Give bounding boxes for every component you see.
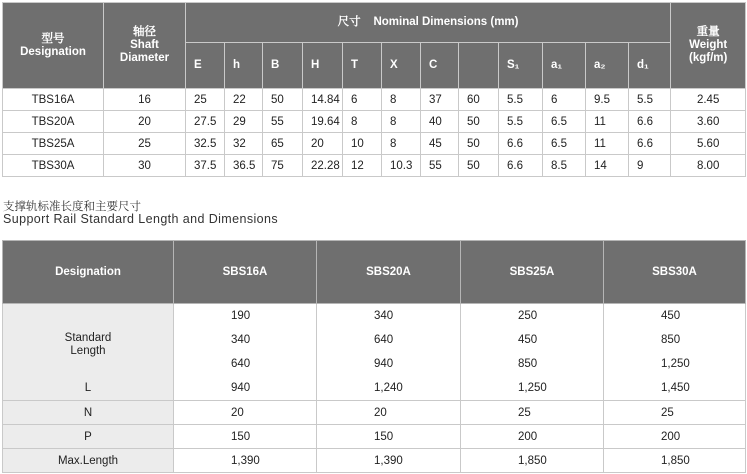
dim-column-header: a₁: [543, 43, 586, 89]
dim-column-header: a₂: [586, 43, 629, 89]
designation-cell: TBS20A: [3, 111, 104, 133]
standard-length-cell: [604, 304, 746, 401]
length-value: 450: [661, 310, 681, 322]
dimension-cell: 37: [421, 89, 459, 111]
standard-length-caption: Standard Length: [64, 332, 112, 357]
dimension-cell: 12: [343, 155, 382, 177]
shaft-cell: 16: [104, 89, 186, 111]
dimension-cell: 22: [225, 89, 263, 111]
dimension-cell: 6.6: [499, 155, 543, 177]
caption-english: Support Rail Standard Length and Dimensions: [3, 212, 279, 226]
dimension-cell: 75: [263, 155, 303, 177]
dimension-cell: 10: [343, 133, 382, 155]
length-value: 250: [518, 310, 538, 322]
dimension-cell: 6: [343, 89, 382, 111]
l-label: L: [84, 382, 92, 394]
dimension-cell: 32.5: [186, 133, 225, 155]
dim-column-header: h: [225, 43, 263, 89]
dim-column-header: d₁: [629, 43, 671, 89]
dimension-cell: 29: [225, 111, 263, 133]
dimension-cell: 37.5: [186, 155, 225, 177]
n-row-value: 25: [604, 401, 746, 425]
max-length-row-value: 1,850: [604, 449, 746, 473]
table-row: [3, 155, 746, 177]
p-row-value: 200: [461, 425, 604, 449]
dimension-cell: 55: [421, 155, 459, 177]
n-row-value: 20: [317, 401, 461, 425]
dimension-cell: 20: [303, 133, 343, 155]
standard-length-cell: [317, 304, 461, 401]
n-row-label: N: [3, 401, 174, 425]
table-row: [3, 89, 746, 111]
shaft-cell: 30: [104, 155, 186, 177]
caption-chinese: 支撑轨标准长度和主要尺寸: [3, 201, 141, 213]
length-value: 1,240: [374, 382, 403, 394]
model-header: SBS30A: [604, 241, 746, 304]
designation-cell: TBS25A: [3, 133, 104, 155]
dimension-cell: 9: [629, 155, 671, 177]
n-row-value: 25: [461, 401, 604, 425]
length-value: 850: [661, 334, 681, 346]
dimension-cell: 8: [382, 133, 421, 155]
dimension-cell: 8: [343, 111, 382, 133]
dimension-cell: 10.3: [382, 155, 421, 177]
dimension-cell: 6.6: [629, 133, 671, 155]
dimension-cell: 22.28: [303, 155, 343, 177]
weight-cell: 8.00: [671, 155, 746, 177]
shaft-cell: 25: [104, 133, 186, 155]
length-value: 640: [231, 358, 251, 370]
length-value: 640: [374, 334, 394, 346]
nominal-dimensions-table: [2, 2, 746, 177]
weight-cell: 3.60: [671, 111, 746, 133]
model-header: SBS20A: [317, 241, 461, 304]
p-row-value: 150: [317, 425, 461, 449]
dimension-cell: 6.5: [543, 133, 586, 155]
length-value: 1,250: [661, 358, 690, 370]
dimension-cell: 6: [543, 89, 586, 111]
max-length-row-value: 1,390: [317, 449, 461, 473]
dimension-cell: 19.64: [303, 111, 343, 133]
table-row: [3, 133, 746, 155]
dim-column-header: E: [186, 43, 225, 89]
dimension-cell: 11: [586, 111, 629, 133]
dim-column-header: [459, 43, 499, 89]
length-value: 1,250: [518, 382, 547, 394]
n-row: [3, 401, 746, 425]
model-header: SBS16A: [174, 241, 317, 304]
dimension-cell: 60: [459, 89, 499, 111]
weight-cell: 2.45: [671, 89, 746, 111]
dimension-cell: 14: [586, 155, 629, 177]
dimension-cell: 50: [459, 111, 499, 133]
dim-column-header: C: [421, 43, 459, 89]
weight-cell: 5.60: [671, 133, 746, 155]
rail-designation-header: Designation: [3, 241, 174, 304]
max-length-row-value: 1,850: [461, 449, 604, 473]
length-value: 190: [231, 310, 251, 322]
length-value: 940: [374, 358, 394, 370]
dimension-cell: 8: [382, 89, 421, 111]
p-row-value: 150: [174, 425, 317, 449]
shaft-diameter-header: 轴径 Shaft Diameter: [104, 3, 186, 89]
n-row-value: 20: [174, 401, 317, 425]
length-value: 940: [231, 382, 251, 394]
length-value: 340: [231, 334, 251, 346]
dimension-cell: 11: [586, 133, 629, 155]
p-row-value: 200: [604, 425, 746, 449]
dimension-cell: 27.5: [186, 111, 225, 133]
dimension-cell: 6.5: [543, 111, 586, 133]
designation-header: 型号 Designation: [3, 3, 104, 89]
dim-column-header: B: [263, 43, 303, 89]
weight-header: 重量 Weight (kgf/m): [671, 3, 746, 89]
model-header: SBS25A: [461, 241, 604, 304]
dimension-cell: 40: [421, 111, 459, 133]
standard-length-cell: [461, 304, 604, 401]
length-value: 450: [518, 334, 538, 346]
dimension-cell: 36.5: [225, 155, 263, 177]
p-row: [3, 425, 746, 449]
support-rail-table: [2, 240, 746, 473]
designation-cell: TBS30A: [3, 155, 104, 177]
length-value: 1,450: [661, 382, 690, 394]
dim-column-header: S₁: [499, 43, 543, 89]
dimension-cell: 14.84: [303, 89, 343, 111]
dimension-cell: 25: [186, 89, 225, 111]
max-length-row-value: 1,390: [174, 449, 317, 473]
standard-length-text: [3, 328, 173, 356]
dimension-cell: 50: [263, 89, 303, 111]
table-row: [3, 111, 746, 133]
dim-column-header: H: [303, 43, 343, 89]
standard-length-label: [3, 304, 174, 401]
dim-column-header: T: [343, 43, 382, 89]
dimension-cell: 6.6: [629, 111, 671, 133]
standard-length-cell: [174, 304, 317, 401]
dimension-cell: 6.6: [499, 133, 543, 155]
standard-length-row: [3, 304, 746, 401]
designation-cell: TBS16A: [3, 89, 104, 111]
dimension-cell: 8.5: [543, 155, 586, 177]
dimension-cell: 5.5: [499, 111, 543, 133]
dimension-cell: 5.5: [499, 89, 543, 111]
dimension-cell: 50: [459, 133, 499, 155]
dimension-cell: 5.5: [629, 89, 671, 111]
dimension-cell: 65: [263, 133, 303, 155]
dimension-cell: 32: [225, 133, 263, 155]
p-row-label: P: [3, 425, 174, 449]
max-length-row: [3, 449, 746, 473]
dimension-cell: 45: [421, 133, 459, 155]
dimension-cell: 9.5: [586, 89, 629, 111]
max-length-row-label: Max.Length: [3, 449, 174, 473]
nominal-dimensions-header: 尺寸 Nominal Dimensions (mm): [186, 3, 671, 43]
shaft-cell: 20: [104, 111, 186, 133]
dimension-cell: 8: [382, 111, 421, 133]
length-value: 340: [374, 310, 394, 322]
length-value: 850: [518, 358, 538, 370]
dimension-cell: 50: [459, 155, 499, 177]
dim-column-header: X: [382, 43, 421, 89]
dimension-cell: 55: [263, 111, 303, 133]
